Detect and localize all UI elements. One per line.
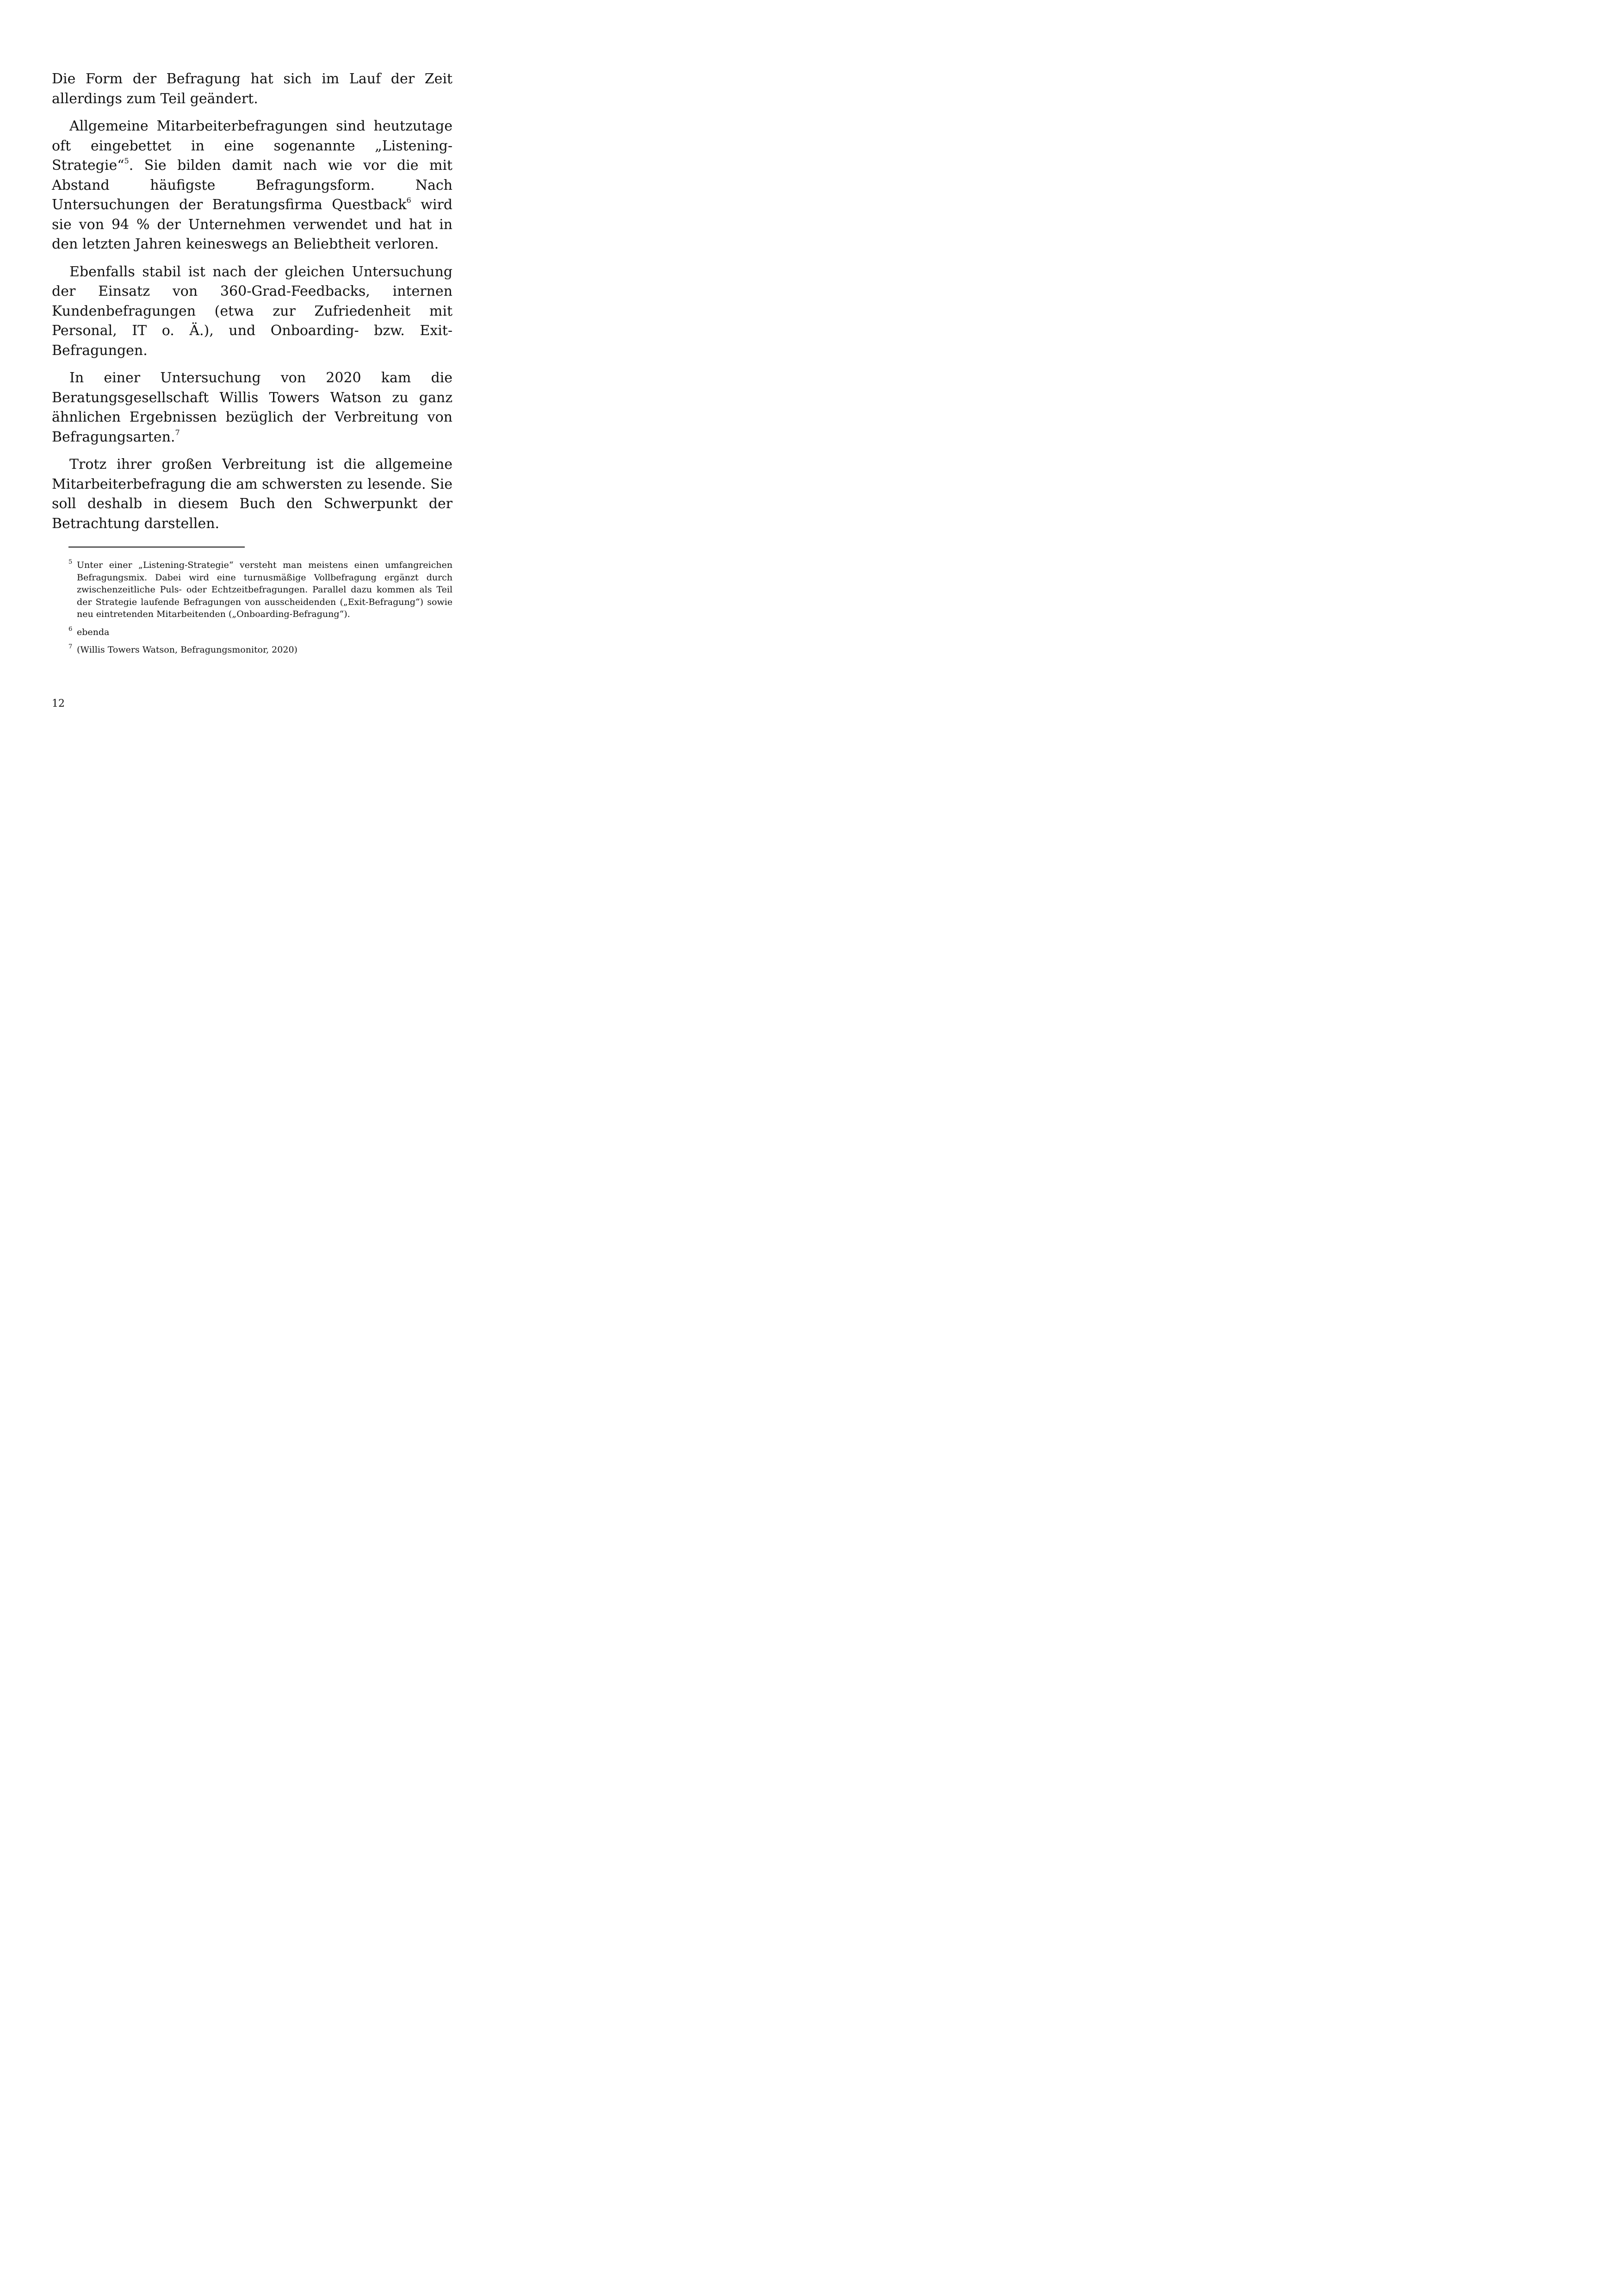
footnote-text: Unter einer „Listening-Strategie“ versteht man meistens einen umfangreichen Befragungsmix. Dabei wird eine turnusmäßige Vollbefragung ergänzt durch zwischenzeitliche Puls- oder Echtzeitbefragungen. Parallel dazu kommen als Teil der Strategie laufende Befragungen von ausscheidenden („Exit-Befragung“) sowie neu eintretenden Mitarbeitenden („Onboarding-Befragung“). bbox=[77, 560, 453, 619]
paragraph-text-continued: wird sie von 94 % der Unternehmen verwendet und hat in den letzten Jahren keineswegs an Beliebtheit verloren. bbox=[52, 197, 453, 252]
footnote-reference-6: 6 bbox=[406, 196, 411, 205]
footnote-reference-5: 5 bbox=[124, 156, 129, 165]
paragraph-text: Die Form der Befragung hat sich im Lauf der Zeit allerdings zum Teil geändert. bbox=[52, 71, 453, 107]
paragraph-2 bbox=[52, 117, 453, 255]
footnotes bbox=[68, 559, 453, 662]
paragraph-3 bbox=[52, 262, 453, 361]
book-page bbox=[0, 0, 511, 722]
paragraph-text: In einer Untersuchung von 2020 kam die Beratungsgesellschaft Willis Towers Watson zu ganz ähnlichen Ergebnissen bezüglich der Verbreitung von Befragungsarten. bbox=[52, 370, 453, 445]
footnote-number: 5 bbox=[68, 559, 73, 566]
footnote-text: (Willis Towers Watson, Befragungsmonitor, 2020) bbox=[77, 645, 298, 655]
body-text bbox=[52, 69, 453, 541]
footnote-6 bbox=[68, 626, 453, 639]
paragraph-5 bbox=[52, 455, 453, 534]
footnote-number: 7 bbox=[68, 643, 73, 650]
page-number: 12 bbox=[52, 698, 65, 709]
paragraph-1 bbox=[52, 69, 453, 109]
footnote-5 bbox=[68, 559, 453, 621]
footnote-7 bbox=[68, 644, 453, 656]
footnote-separator bbox=[68, 547, 245, 548]
paragraph-text: Trotz ihrer großen Verbreitung ist die allgemeine Mitarbeiterbefragung die am schwersten zu lesende. Sie soll deshalb in diesem Buch den Schwerpunkt der Betrachtung darstellen. bbox=[52, 456, 453, 532]
paragraph-text-continued: . Sie bilden damit nach wie vor die mit Abstand häufigste Befragungsform. Nach Untersuchungen der Beratungsfirma Questback bbox=[52, 157, 453, 213]
paragraph-text: Allgemeine Mitarbeiterbefragungen sind heutzutage oft eingebettet in eine sogenannte „Listening-Strategie“ bbox=[52, 118, 453, 174]
footnote-number: 6 bbox=[68, 625, 73, 633]
footnote-reference-7: 7 bbox=[175, 428, 180, 437]
paragraph-4 bbox=[52, 368, 453, 447]
paragraph-text: Ebenfalls stabil ist nach der gleichen Untersuchung der Einsatz von 360-Grad-Feedbacks, internen Kundenbefragungen (etwa zur Zufriedenheit mit Personal, IT o. Ä.), und Onboarding- bzw. Exit-Befragungen. bbox=[52, 263, 453, 359]
footnote-text: ebenda bbox=[77, 627, 110, 637]
